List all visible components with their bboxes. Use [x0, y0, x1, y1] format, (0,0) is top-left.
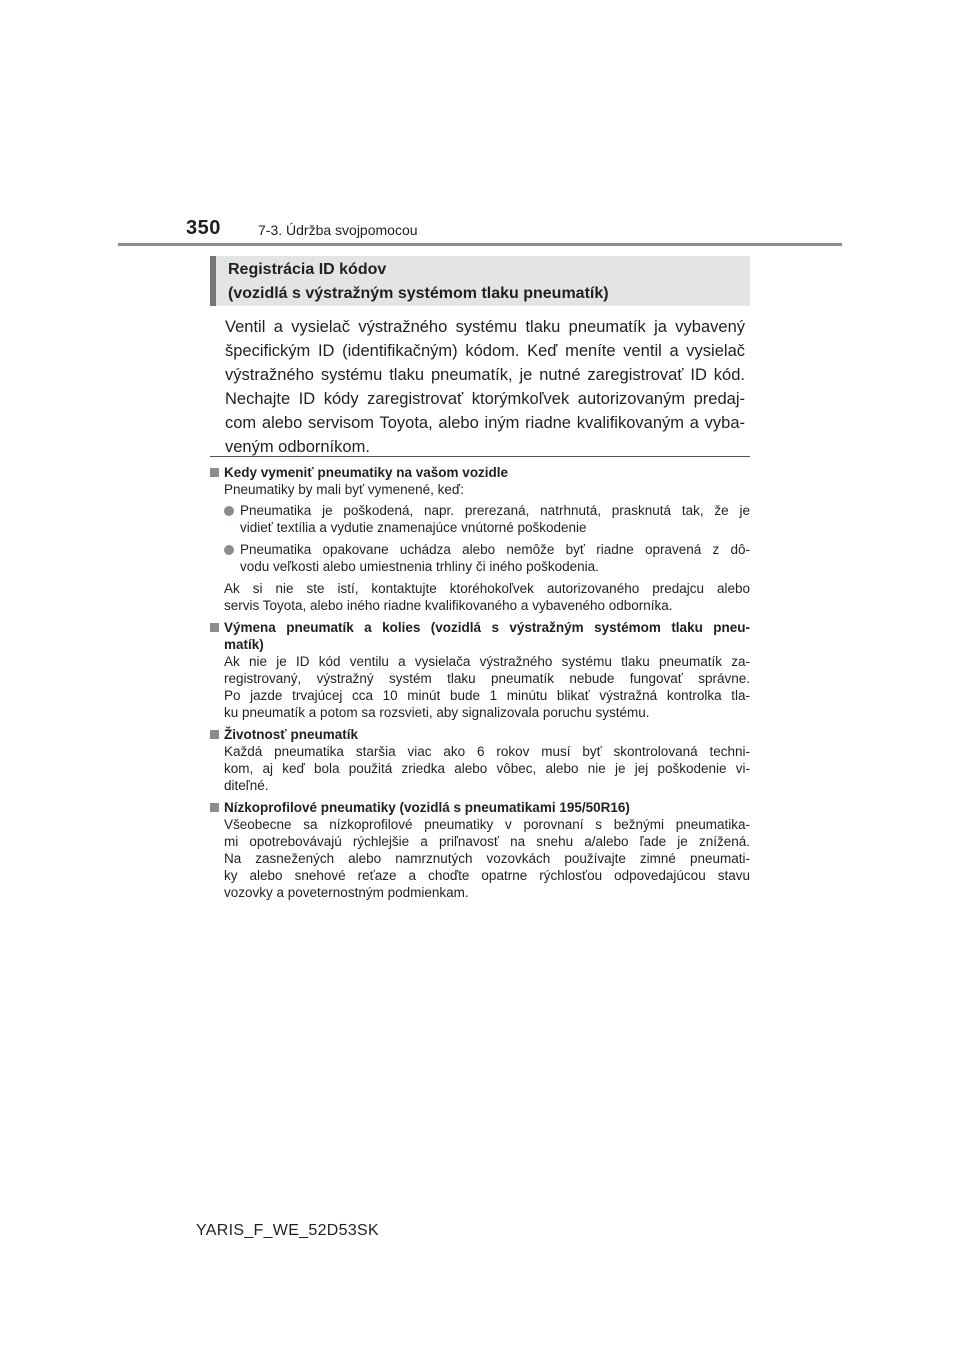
intro-line: veným odborníkom. [225, 438, 370, 456]
square-bullet-icon [210, 623, 219, 632]
note-tire-lifespan [210, 726, 750, 794]
intro-line: Ventil a vysielač výstražného systému tlaku pneumatík ja vybavený [225, 318, 745, 336]
notes-section [210, 464, 750, 906]
note-body: Ak si nie ste istí, kontaktujte ktoréhokoľvek autorizovaného predajcu alebo servis Toyota, alebo iného riadne kvalifikovaného a vybaveného odborníka. [224, 581, 750, 613]
intro-line: výstražného systému tlaku pneumatík, je nutné zaregistrovať ID kód. [225, 366, 745, 384]
note-title: Životnosť pneumatík [210, 726, 750, 743]
note-title: Nízkoprofilové pneumatiky (vozidlá s pneumatikami 195/50R16) [210, 799, 750, 816]
note-title: Výmena pneumatík a kolies (vozidlá s výstražným systémom tlaku pneu- matík) [210, 619, 750, 653]
note-tire-replacement [210, 464, 750, 614]
box-heading-line2: (vozidlá s výstražným systémom tlaku pneumatík) [228, 285, 609, 302]
square-bullet-icon [210, 803, 219, 812]
note-body: Ak nie je ID kód ventilu a vysielača výstražného systému tlaku pneumatík za- registrovaný, výstražný systém tlaku pneumatík nebude fungovať správne. Po jazde trvajúcej cca 10 minút bude 1 minútu blikať výstražná kontrolka tla- ku pneumatík a potom sa rozsvieti, aby signalizovala poruchu systému. [224, 654, 750, 720]
circle-bullet-icon [224, 545, 234, 555]
box-heading [210, 256, 750, 306]
intro-line: Nechajte ID kódy zaregistrovať ktorýmkoľvek autorizovaným predaj- [225, 390, 745, 408]
page-number: 350 [186, 217, 221, 239]
list-item: Pneumatika opakovane uchádza alebo nemôže byť riadne opravená z dô- vodu veľkosti alebo umiestnenia trhliny či iného poškodenia. [210, 541, 750, 575]
note-body: Každá pneumatika staršia viac ako 6 rokov musí byť skontrolovaná techni- kom, aj keď bola použitá zriedka alebo vôbec, alebo nie je jej poškodenie vi- diteľné. [224, 744, 750, 793]
note-title: Kedy vymeniť pneumatiky na vašom vozidle [210, 464, 750, 481]
box-heading-line1: Registrácia ID kódov [228, 261, 387, 278]
square-bullet-icon [210, 730, 219, 739]
note-tire-wheel-change [210, 619, 750, 721]
section-divider [210, 456, 750, 457]
intro-line: com alebo servisom Toyota, alebo iným riadne kvalifikovaným a vyba- [225, 414, 745, 432]
header-rule [118, 243, 842, 246]
note-lead: Pneumatiky by mali byť vymenené, keď: [224, 482, 464, 497]
section-title: 7-3. Údržba svojpomocou [258, 222, 418, 238]
list-item: Pneumatika je poškodená, napr. prerezaná, natrhnutá, prasknutá tak, že je vidieť textília a vydutie znamenajúce vnútorné poškodenie [210, 502, 750, 536]
note-body: Všeobecne sa nízkoprofilové pneumatiky v porovnaní s bežnými pneumatika- mi opotrebovávajú rýchlejšie a priľnavosť na snehu a/alebo ľade je znížená. Na zasnežených alebo namrznutých vozovkách používajte zimné pneumati- ky alebo snehové reťaze a choďte opatrne rýchlosťou odpovedajúcou stavu vozovky a poveternostným podmienkam. [224, 817, 750, 900]
document-code: YARIS_F_WE_52D53SK [196, 1222, 379, 1239]
note-low-profile-tires [210, 799, 750, 901]
square-bullet-icon [210, 468, 219, 477]
intro-line: špecifickým ID (identifikačným) kódom. Keď meníte ventil a vysielač [225, 342, 745, 360]
intro-paragraph [225, 315, 745, 459]
circle-bullet-icon [224, 506, 234, 516]
